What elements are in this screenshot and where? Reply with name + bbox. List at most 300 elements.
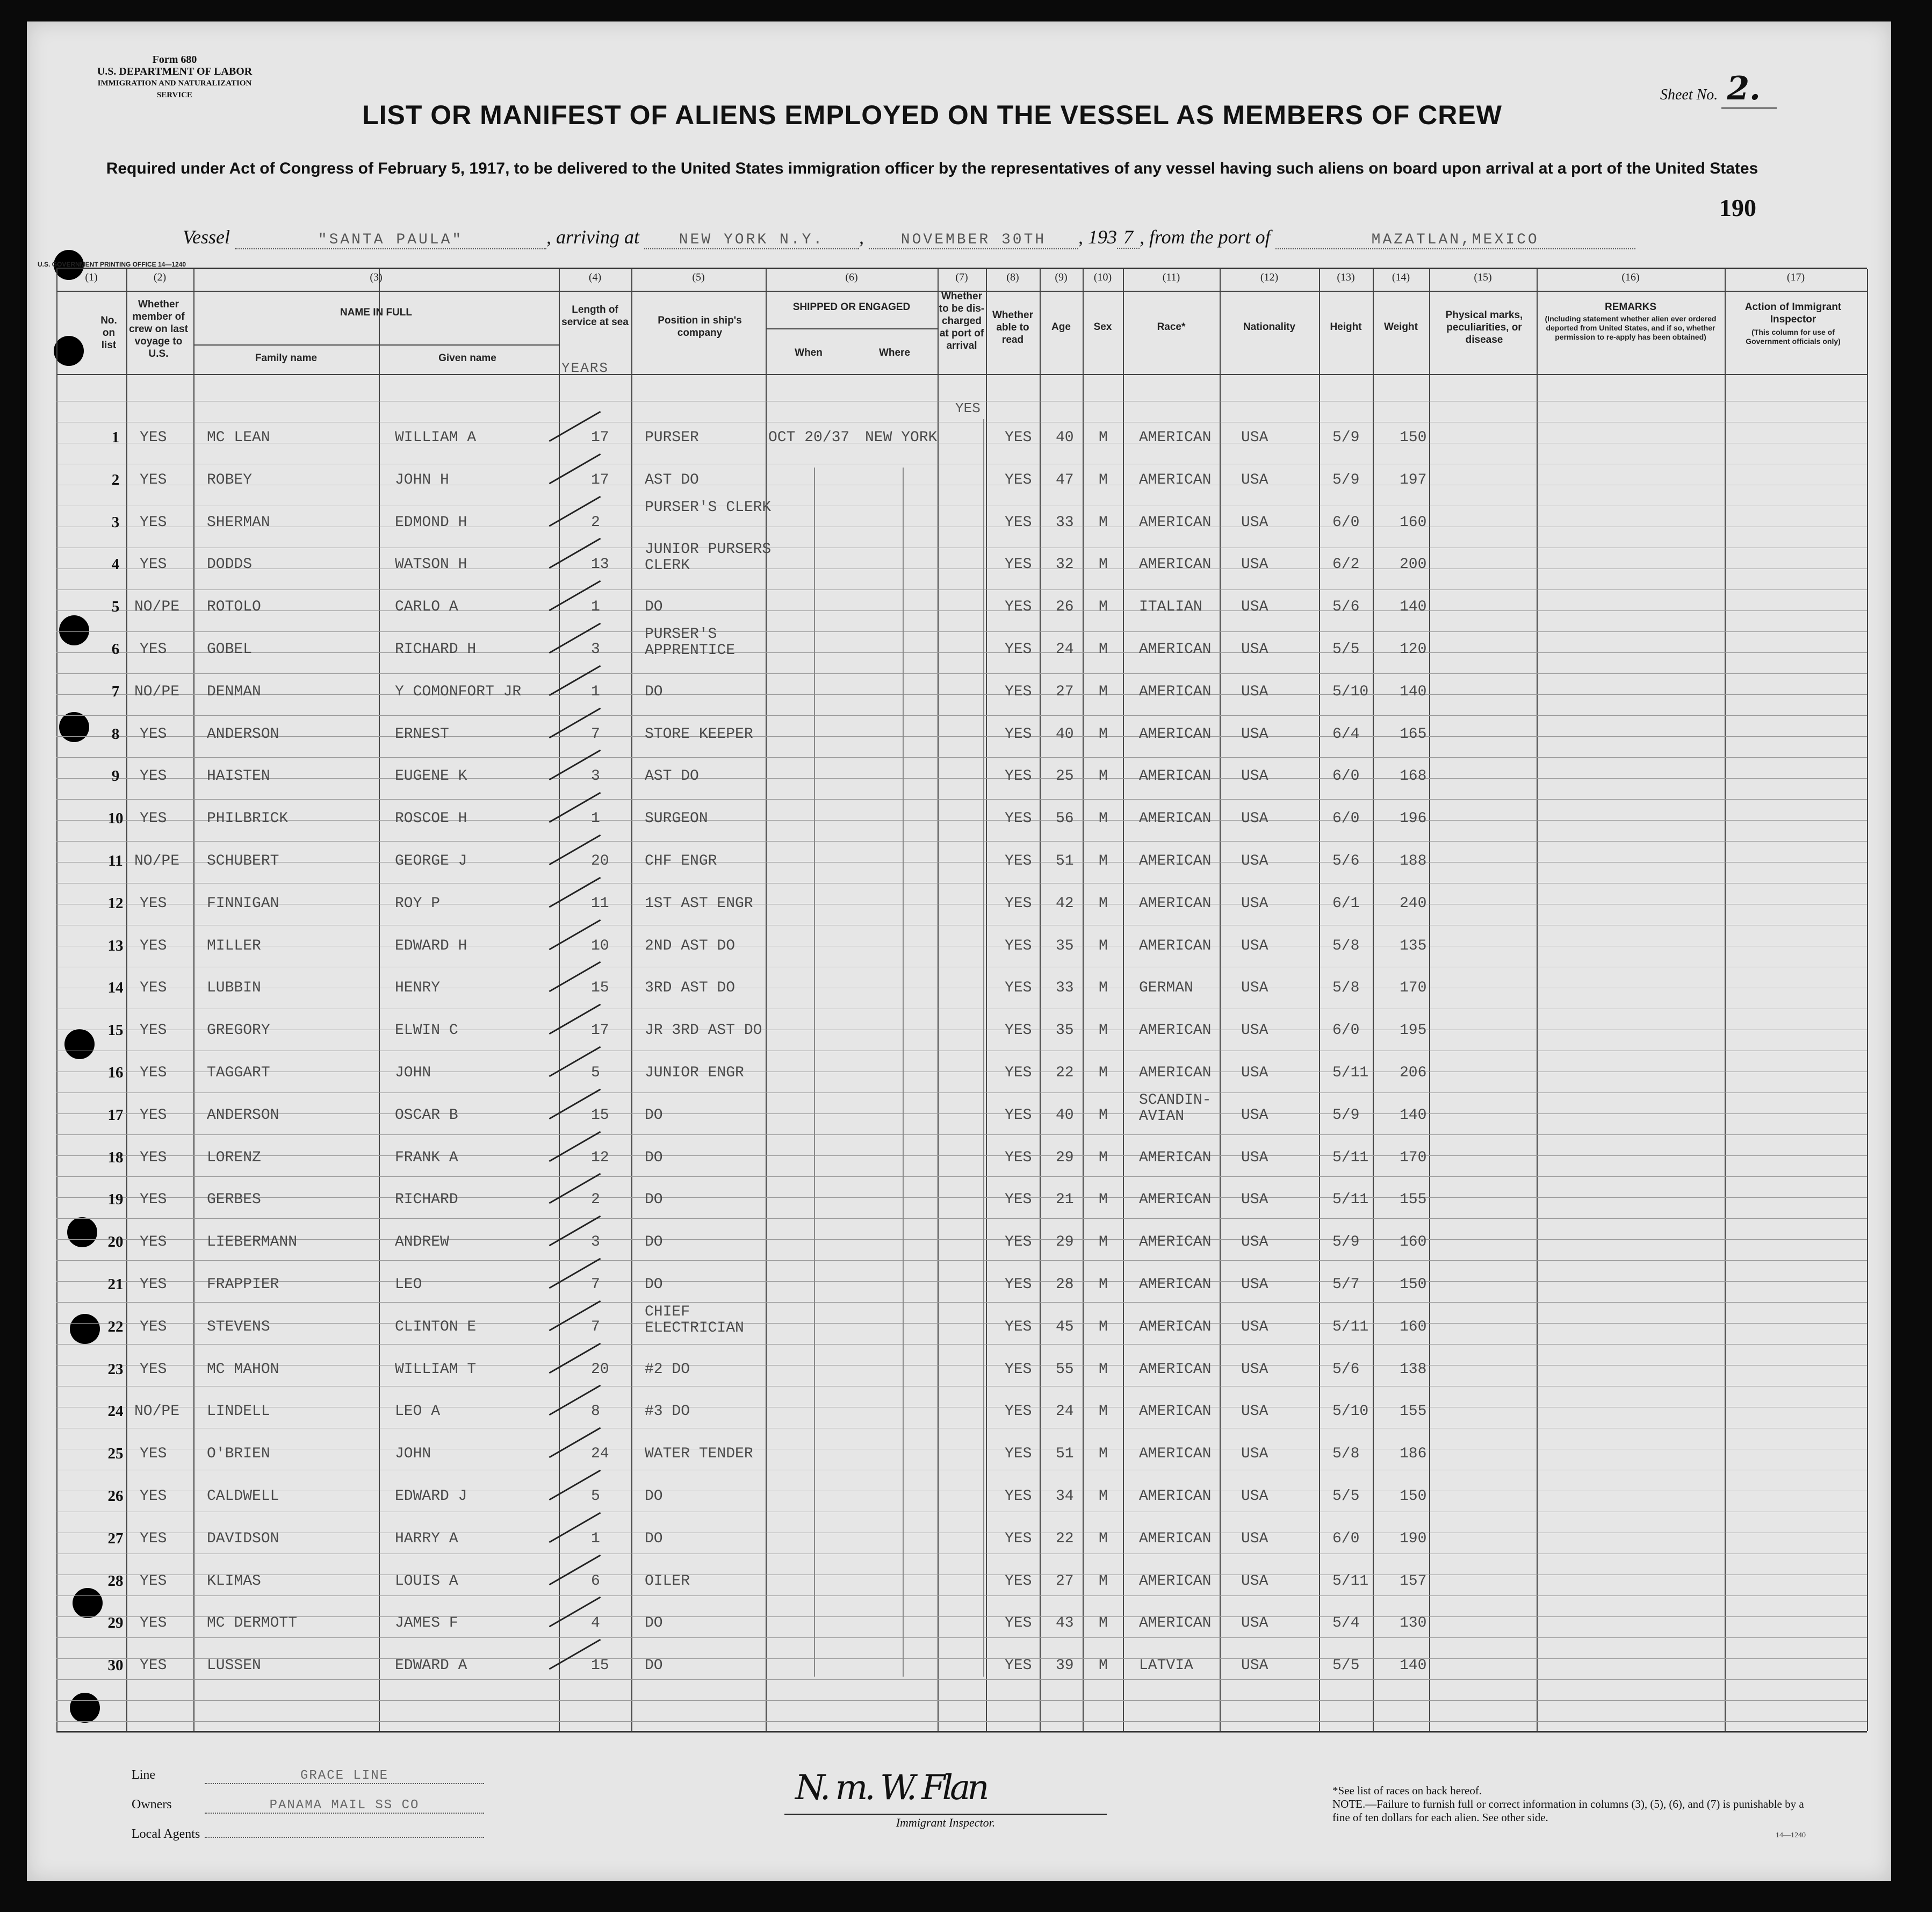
sex: M (1099, 514, 1108, 531)
family-name: ROBEY (207, 472, 253, 488)
given-name: HENRY (395, 980, 441, 996)
ledger-rule (56, 799, 1867, 800)
weight: 150 (1400, 1488, 1427, 1505)
position: 1ST AST ENGR (645, 895, 753, 912)
family-name: LIEBERMANN (207, 1234, 298, 1250)
age: 45 (1056, 1319, 1074, 1335)
crew-member-status: YES (140, 429, 167, 446)
race: AMERICAN (1139, 853, 1212, 869)
agents-value (205, 1837, 484, 1838)
weight: 206 (1400, 1065, 1427, 1081)
header-family-name: Family name (255, 353, 318, 364)
header-when: When (795, 347, 823, 358)
age: 26 (1056, 599, 1074, 615)
weight: 186 (1400, 1446, 1427, 1462)
ledger-rule (56, 694, 1867, 695)
service-years: 15 (591, 1107, 609, 1124)
nationality: USA (1241, 1319, 1268, 1335)
header-given-name: Given name (438, 353, 496, 364)
height: 5/11 (1332, 1573, 1369, 1590)
age: 27 (1056, 1573, 1074, 1590)
family-name: GERBES (207, 1191, 261, 1208)
family-name: GOBEL (207, 641, 253, 658)
nationality: USA (1241, 556, 1268, 573)
family-name: LORENZ (207, 1149, 261, 1166)
weight: 155 (1400, 1191, 1427, 1208)
weight: 197 (1400, 472, 1427, 488)
crew-member-status: YES (140, 1319, 167, 1335)
family-name: DAVIDSON (207, 1530, 279, 1547)
age: 25 (1056, 768, 1074, 785)
family-name: TAGGART (207, 1065, 270, 1081)
row-number: 8 (111, 725, 120, 743)
given-name: ERNEST (395, 726, 449, 743)
sex: M (1099, 1319, 1108, 1335)
position: JUNIOR ENGR (645, 1065, 744, 1081)
age: 24 (1056, 641, 1074, 658)
header-remarks-note: (Including statement whether alien ever ordered deported from United States, and if so, whether permission to re-apply has been obtained) (1545, 314, 1717, 341)
height: 5/9 (1332, 1234, 1360, 1250)
ledger-rule (56, 820, 1867, 821)
age: 34 (1056, 1488, 1074, 1505)
ledger-rule (56, 1658, 1867, 1659)
able-to-read: YES (1005, 1488, 1032, 1505)
weight: 160 (1400, 1234, 1427, 1250)
form-identifier (86, 54, 263, 101)
sex: M (1099, 1065, 1108, 1081)
column-number: (7) (955, 271, 968, 283)
weight: 150 (1400, 1276, 1427, 1293)
height: 5/5 (1332, 1488, 1360, 1505)
header-remarks: REMARKS (1604, 301, 1657, 313)
given-name: OSCAR B (395, 1107, 458, 1124)
weight: 155 (1400, 1403, 1427, 1420)
header-able-to-read: Whether able to read (992, 310, 1033, 346)
nationality: USA (1241, 1361, 1268, 1378)
ledger-rule (56, 1092, 1867, 1093)
column-number: (4) (588, 271, 602, 283)
ledger-rule (56, 1679, 1867, 1680)
age: 32 (1056, 556, 1074, 573)
page-title: LIST OR MANIFEST OF ALIENS EMPLOYED ON THE VESSEL AS MEMBERS OF CREW (362, 100, 1502, 130)
given-name: ELWIN C (395, 1022, 458, 1039)
sheet-label: Sheet No. (1660, 87, 1718, 103)
sex: M (1099, 1107, 1108, 1124)
race: ITALIAN (1139, 599, 1202, 615)
height: 6/2 (1332, 556, 1360, 573)
service-years: 20 (591, 853, 609, 869)
owners-value: PANAMA MAIL SS CO (205, 1798, 484, 1814)
age: 24 (1056, 1403, 1074, 1420)
race: LATVIA (1139, 1657, 1193, 1674)
position: DO (645, 1191, 663, 1208)
sex: M (1099, 1276, 1108, 1293)
row-number: 15 (107, 1022, 124, 1039)
header-physical-marks: Physical marks, peculiarities, or disease (1445, 310, 1523, 346)
height: 5/11 (1332, 1065, 1369, 1081)
family-name: ROTOLO (207, 599, 261, 615)
weight: 138 (1400, 1361, 1427, 1378)
inspector-signature: N. m. W. Flan (795, 1768, 986, 1808)
sex: M (1099, 472, 1108, 488)
position: DO (645, 1530, 663, 1547)
row-number: 4 (111, 556, 120, 573)
position: AST DO (645, 768, 699, 785)
height: 5/9 (1332, 429, 1360, 446)
row-number: 21 (107, 1276, 124, 1293)
able-to-read: YES (1005, 1276, 1032, 1293)
header-action: Action of Immigrant Inspector (1744, 301, 1842, 325)
race: AMERICAN (1139, 1065, 1212, 1081)
ledger-rule (56, 1302, 1867, 1303)
years-unit: YEARS (561, 360, 609, 376)
crew-member-status: YES (140, 1615, 167, 1631)
family-name: DENMAN (207, 684, 261, 700)
header-age: Age (1051, 321, 1071, 333)
able-to-read: YES (1005, 1615, 1032, 1631)
sex: M (1099, 1530, 1108, 1547)
column-number: (11) (1162, 271, 1180, 283)
ledger-rule (56, 736, 1867, 737)
position: 2ND AST DO (645, 938, 736, 954)
age: 27 (1056, 684, 1074, 700)
given-name: HARRY A (395, 1530, 458, 1547)
service-years: 13 (591, 556, 609, 573)
crew-member-status: YES (140, 726, 167, 743)
age: 22 (1056, 1530, 1074, 1547)
position: DO (645, 1657, 663, 1674)
column-number: (5) (692, 271, 705, 283)
ledger-rule (56, 1281, 1867, 1282)
family-name: HAISTEN (207, 768, 270, 785)
able-to-read: YES (1005, 599, 1032, 615)
given-name: ROY P (395, 895, 441, 912)
age: 55 (1056, 1361, 1074, 1378)
age: 35 (1056, 1022, 1074, 1039)
page-subtitle: Required under Act of Congress of February 5, 1917, to be delivered to the United States immigration officer by the representatives of any vessel having such aliens on board upon arrival at a port of the United States (106, 160, 1758, 177)
nationality: USA (1241, 853, 1268, 869)
able-to-read: YES (1005, 641, 1032, 658)
family-name: SHERMAN (207, 514, 270, 531)
sex: M (1099, 1573, 1108, 1590)
race: AMERICAN (1139, 726, 1212, 743)
weight: 200 (1400, 556, 1427, 573)
service-years: 3 (591, 768, 600, 785)
header-length-of-service: Length of service at sea (561, 304, 629, 328)
row-number: 12 (107, 895, 124, 912)
able-to-read: YES (1005, 1530, 1032, 1547)
row-number: 26 (107, 1487, 124, 1505)
weight: 140 (1400, 1107, 1427, 1124)
given-name: RICHARD H (395, 641, 477, 658)
race: AMERICAN (1139, 472, 1212, 488)
given-name: LEO (395, 1276, 422, 1293)
race: AMERICAN (1139, 684, 1212, 700)
family-name: FRAPPIER (207, 1276, 279, 1293)
nationality: USA (1241, 1446, 1268, 1462)
header-position: Position in ship's company (658, 315, 742, 339)
crew-member-status: YES (140, 1191, 167, 1208)
shipped-when: OCT 20/37 (768, 429, 850, 446)
position: #3 DO (645, 1403, 690, 1420)
family-name: LUBBIN (207, 980, 261, 996)
given-name: ANDREW (395, 1234, 449, 1250)
column-number: (15) (1474, 271, 1492, 283)
row-number: 30 (107, 1657, 124, 1674)
position: DO (645, 684, 663, 700)
sex: M (1099, 641, 1108, 658)
line-value: GRACE LINE (205, 1769, 484, 1784)
ledger-rule (56, 631, 1867, 632)
position: STORE KEEPER (645, 726, 753, 743)
header-no-on-list: No. on list (100, 315, 117, 351)
position: DO (645, 1234, 663, 1250)
crew-member-status: NO/PE (134, 684, 180, 700)
crew-member-status: YES (140, 1149, 167, 1166)
race: AMERICAN (1139, 938, 1212, 954)
fine-note: NOTE.—Failure to furnish full or correct information in columns (3), (5), (6), and (7) is punishable by a fine of ten dollars for each alien. See other side. (1332, 1798, 1804, 1824)
given-name: JAMES F (395, 1615, 458, 1631)
row-number: 6 (111, 641, 120, 658)
family-name: DODDS (207, 556, 253, 573)
ledger-rule (56, 715, 1867, 716)
height: 5/11 (1332, 1191, 1369, 1208)
age: 40 (1056, 429, 1074, 446)
height: 5/7 (1332, 1276, 1360, 1293)
nationality: USA (1241, 1065, 1268, 1081)
given-name: RICHARD (395, 1191, 458, 1208)
column-number: (16) (1621, 271, 1640, 283)
able-to-read: YES (1005, 853, 1032, 869)
header-race: Race* (1157, 321, 1186, 333)
weight: 195 (1400, 1022, 1427, 1039)
able-to-read: YES (1005, 1361, 1032, 1378)
ledger-rule (56, 1155, 1867, 1156)
service-years: 12 (591, 1149, 609, 1166)
height: 5/8 (1332, 1446, 1360, 1462)
header-discharged: Whether to be dis-charged at port of arrival (939, 291, 985, 351)
sex: M (1099, 895, 1108, 912)
service-years: 1 (591, 599, 600, 615)
nationality: USA (1241, 938, 1268, 954)
able-to-read: YES (1005, 514, 1032, 531)
position: AST DO (645, 472, 699, 488)
weight: 190 (1400, 1530, 1427, 1547)
department-name: U.S. DEPARTMENT OF LABOR (97, 66, 253, 77)
header-weight: Weight (1384, 321, 1418, 333)
ledger-rule (56, 1113, 1867, 1114)
crew-member-status: NO/PE (134, 1403, 180, 1420)
age: 29 (1056, 1149, 1074, 1166)
crew-member-status: YES (140, 1361, 167, 1378)
height: 6/0 (1332, 810, 1360, 827)
ledger-rule (56, 1700, 1867, 1701)
agents-label: Local Agents (132, 1827, 200, 1841)
ledger-rule (56, 1176, 1867, 1177)
given-name: EDWARD H (395, 938, 467, 954)
able-to-read: YES (1005, 684, 1032, 700)
height: 6/4 (1332, 726, 1360, 743)
service-years: 2 (591, 514, 600, 531)
race: AMERICAN (1139, 1530, 1212, 1547)
row-number: 28 (107, 1572, 124, 1590)
height: 5/4 (1332, 1615, 1360, 1631)
service-years: 5 (591, 1488, 600, 1505)
ledger-rule (56, 841, 1867, 842)
position: 3RD AST DO (645, 980, 736, 996)
service-years: 4 (591, 1615, 600, 1631)
sex: M (1099, 1446, 1108, 1462)
row-number: 19 (107, 1191, 124, 1208)
given-name: JOHN H (395, 472, 449, 488)
header-where: Where (878, 347, 911, 358)
column-number: (13) (1337, 271, 1355, 283)
family-name: PHILBRICK (207, 810, 289, 827)
form-number: Form 680 (152, 54, 197, 66)
row-number: 17 (107, 1106, 124, 1124)
race: AMERICAN (1139, 1191, 1212, 1208)
height: 5/5 (1332, 1657, 1360, 1674)
weight: 160 (1400, 1319, 1427, 1335)
height: 5/11 (1332, 1319, 1369, 1335)
given-name: EDWARD J (395, 1488, 467, 1505)
service-name: IMMIGRATION AND NATURALIZATION SERVICE (97, 79, 252, 99)
arriving-label: , arriving at (546, 226, 639, 248)
age: 22 (1056, 1065, 1074, 1081)
crew-member-status: YES (140, 810, 167, 827)
weight: 120 (1400, 641, 1427, 658)
given-name: GEORGE J (395, 853, 467, 869)
sex: M (1099, 429, 1108, 446)
service-years: 7 (591, 726, 600, 743)
service-years: 1 (591, 810, 600, 827)
agents-field (132, 1827, 484, 1842)
position: DO (645, 1149, 663, 1166)
column-number: (2) (153, 271, 167, 283)
row-number: 3 (111, 514, 120, 531)
weight: 135 (1400, 938, 1427, 954)
position: PURSER'S APPRENTICE (645, 626, 736, 659)
age: 28 (1056, 1276, 1074, 1293)
able-to-read: YES (1005, 726, 1032, 743)
row-number: 29 (107, 1614, 124, 1631)
height: 5/11 (1332, 1149, 1369, 1166)
row-number: 18 (107, 1149, 124, 1166)
service-years: 1 (591, 684, 600, 700)
able-to-read: YES (1005, 1319, 1032, 1335)
ledger-rule (56, 1616, 1867, 1617)
family-name: MC LEAN (207, 429, 270, 446)
age: 56 (1056, 810, 1074, 827)
able-to-read: YES (1005, 1573, 1032, 1590)
sex: M (1099, 980, 1108, 996)
age: 47 (1056, 472, 1074, 488)
age: 29 (1056, 1234, 1074, 1250)
crew-member-status: YES (140, 556, 167, 573)
weight: 157 (1400, 1573, 1427, 1590)
race: AMERICAN (1139, 895, 1212, 912)
ledger-rule (56, 1197, 1867, 1198)
column-number: (10) (1093, 271, 1112, 283)
able-to-read: YES (1005, 768, 1032, 785)
manifest-grid (56, 268, 1867, 1733)
race: AMERICAN (1139, 514, 1212, 531)
race: SCANDIN- AVIAN (1139, 1092, 1212, 1125)
nationality: USA (1241, 726, 1268, 743)
crew-member-status: YES (140, 472, 167, 488)
position: CHF ENGR (645, 853, 717, 869)
race: AMERICAN (1139, 1573, 1212, 1590)
given-name: EDMOND H (395, 514, 467, 531)
family-name: MILLER (207, 938, 261, 954)
crew-member-status: YES (140, 1107, 167, 1124)
height: 5/9 (1332, 1107, 1360, 1124)
service-years: 17 (591, 1022, 609, 1039)
race: AMERICAN (1139, 810, 1212, 827)
family-name: GREGORY (207, 1022, 270, 1039)
sex: M (1099, 1022, 1108, 1039)
nationality: USA (1241, 1107, 1268, 1124)
position: DO (645, 1488, 663, 1505)
family-name: LINDELL (207, 1403, 270, 1420)
weight: 170 (1400, 1149, 1427, 1166)
stamp-number: 190 (1719, 194, 1756, 221)
position: CHIEF ELECTRICIAN (645, 1304, 744, 1336)
sex: M (1099, 1615, 1108, 1631)
ditto-line (903, 468, 904, 1677)
row-number: 9 (111, 767, 120, 785)
sex: M (1099, 1191, 1108, 1208)
row-number: 11 (108, 852, 123, 869)
sex: M (1099, 726, 1108, 743)
service-years: 3 (591, 1234, 600, 1250)
row-number: 2 (111, 471, 120, 488)
given-name: JOHN (395, 1446, 431, 1462)
column-number: (3) (370, 271, 383, 283)
race: AMERICAN (1139, 1022, 1212, 1039)
height: 5/6 (1332, 599, 1360, 615)
crew-member-status: YES (140, 1657, 167, 1674)
ledger-rule (56, 673, 1867, 674)
able-to-read: YES (1005, 1191, 1032, 1208)
service-years: 24 (591, 1446, 609, 1462)
given-name: ROSCOE H (395, 810, 467, 827)
able-to-read: YES (1005, 1022, 1032, 1039)
position: #2 DO (645, 1361, 690, 1378)
nationality: USA (1241, 1276, 1268, 1293)
race: AMERICAN (1139, 641, 1212, 658)
owners-field (132, 1798, 484, 1814)
row-number: 23 (107, 1361, 124, 1378)
form-code: 14—1240 (1776, 1831, 1806, 1839)
column-divider (1867, 269, 1868, 1731)
nationality: USA (1241, 1488, 1268, 1505)
crew-member-status: YES (140, 514, 167, 531)
header-shipped-or-engaged: SHIPPED OR ENGAGED (792, 301, 911, 313)
able-to-read: YES (1005, 1446, 1032, 1462)
position: JUNIOR PURSERS CLERK (645, 541, 772, 574)
ledger-rule (56, 1260, 1867, 1261)
nationality: USA (1241, 1615, 1268, 1631)
inspector-label: Immigrant Inspector. (784, 1814, 1107, 1830)
family-name: MC DERMOTT (207, 1615, 298, 1631)
family-name: ANDERSON (207, 1107, 279, 1124)
sex: M (1099, 1488, 1108, 1505)
family-name: LUSSEN (207, 1657, 261, 1674)
sex: M (1099, 1657, 1108, 1674)
row-number: 25 (107, 1445, 124, 1462)
weight: 168 (1400, 768, 1427, 785)
